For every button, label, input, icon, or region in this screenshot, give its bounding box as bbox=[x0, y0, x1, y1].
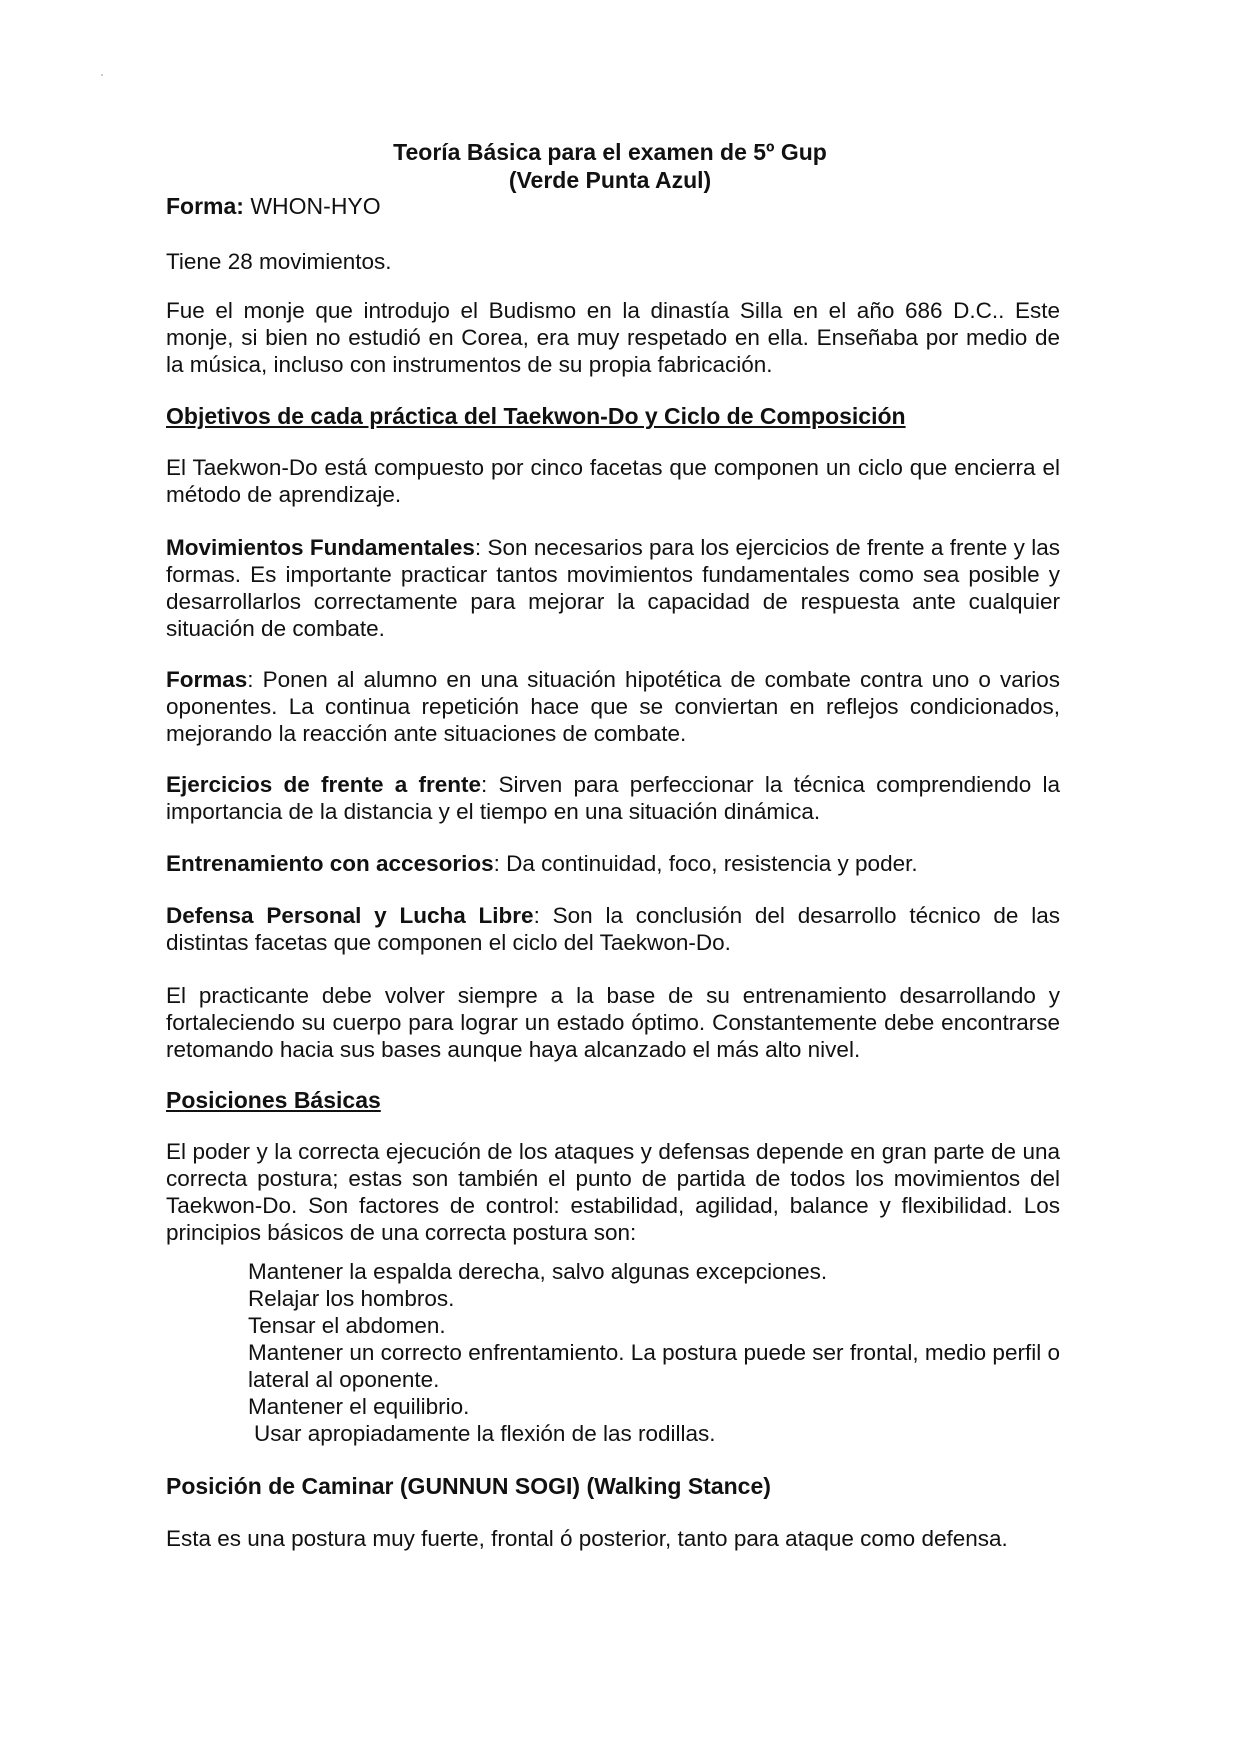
title-line-2: (Verde Punta Azul) bbox=[508, 167, 712, 193]
caminar-paragraph: Esta es una postura muy fuerte, frontal ó posterior, tanto para ataque como defensa. bbox=[166, 1526, 1008, 1551]
document-title bbox=[390, 138, 830, 194]
item-text: : Ponen al alumno en una situación hipotética de combate contra uno o varios oponentes. La continua repetición hace que se conviertan en reflejos condicionados, mejorando la reacción ante situaciones de combate. bbox=[166, 667, 1060, 746]
item-term: Movimientos Fundamentales bbox=[166, 535, 475, 560]
item-entrenamiento-accesorios bbox=[166, 850, 1060, 877]
history-paragraph: Fue el monje que introdujo el Budismo en la dinastía Silla en el año 686 D.C.. Este monje, si bien no estudió en Corea, era muy respetado en ella. Enseñaba por medio de la música, incluso con instrumentos de su propia fabricación. bbox=[166, 298, 1060, 377]
closing-paragraph: El practicante debe volver siempre a la base de su entrenamiento desarrollando y fortaleciendo su cuerpo para lograr un estado óptimo. Constantemente debe encontrarse retomando hacia sus bases aunque haya alcanzado el más alto nivel. bbox=[166, 983, 1060, 1062]
item-text: : Son necesarios para los ejercicios de frente a frente y las formas. Es importante practicar tantos movimientos fundamentales como sea posible y desarrollarlos correctamente para mejorar la capacidad de respuesta ante cualquier situación de combate. bbox=[166, 535, 1060, 641]
principles-list bbox=[248, 1258, 1060, 1447]
list-item: Usar apropiadamente la flexión de las rodillas. bbox=[254, 1421, 716, 1446]
item-text: : Son la conclusión del desarrollo técnico de las distintas facetas que componen el ciclo del Taekwon-Do. bbox=[166, 903, 1061, 955]
scan-speck bbox=[101, 74, 103, 76]
title-line-1: Teoría Básica para el examen de 5º Gup bbox=[393, 139, 827, 165]
forma-line bbox=[166, 193, 381, 220]
list-item: Relajar los hombros. bbox=[248, 1286, 455, 1311]
list-item: Tensar el abdomen. bbox=[248, 1313, 446, 1338]
item-movimientos-fundamentales bbox=[166, 534, 1060, 642]
list-item: Mantener la espalda derecha, salvo algunas excepciones. bbox=[248, 1259, 828, 1284]
objetivos-intro: El Taekwon-Do está compuesto por cinco facetas que componen un ciclo que encierra el método de aprendizaje. bbox=[166, 455, 1060, 507]
section-heading-objetivos: Objetivos de cada práctica del Taekwon-Do y Ciclo de Composición bbox=[166, 403, 906, 429]
item-text: : Sirven para perfeccionar la técnica comprendiendo la importancia de la distancia y el tiempo en una situación dinámica. bbox=[166, 772, 1060, 824]
movements-count: Tiene 28 movimientos. bbox=[166, 249, 392, 274]
item-defensa-personal bbox=[166, 902, 1060, 956]
posiciones-intro: El poder y la correcta ejecución de los ataques y defensas depende en gran parte de una correcta postura; estas son también el punto de partida de todos los movimientos del Taekwon-Do. Son factores de control: estabilidad, agilidad, balance y flexibilidad. Los principios básicos de una correcta postura son: bbox=[166, 1139, 1060, 1245]
item-term: Formas bbox=[166, 667, 248, 692]
item-ejercicios-frente bbox=[166, 771, 1060, 825]
item-term: Entrenamiento con accesorios bbox=[166, 851, 494, 876]
list-item: Mantener el equilibrio. bbox=[248, 1394, 470, 1419]
item-text: : Da continuidad, foco, resistencia y poder. bbox=[493, 851, 918, 876]
forma-value: WHON-HYO bbox=[250, 193, 381, 219]
forma-label: Forma: bbox=[166, 193, 244, 219]
section-heading-caminar: Posición de Caminar (GUNNUN SOGI) (Walking Stance) bbox=[166, 1473, 771, 1499]
list-item: Mantener un correcto enfrentamiento. La postura puede ser frontal, medio perfil o lateral al oponente. bbox=[248, 1340, 1060, 1392]
item-term: Defensa Personal y Lucha Libre bbox=[166, 903, 534, 928]
item-term: Ejercicios de frente a frente bbox=[166, 772, 482, 797]
item-formas bbox=[166, 666, 1060, 747]
section-heading-posiciones: Posiciones Básicas bbox=[166, 1087, 381, 1113]
